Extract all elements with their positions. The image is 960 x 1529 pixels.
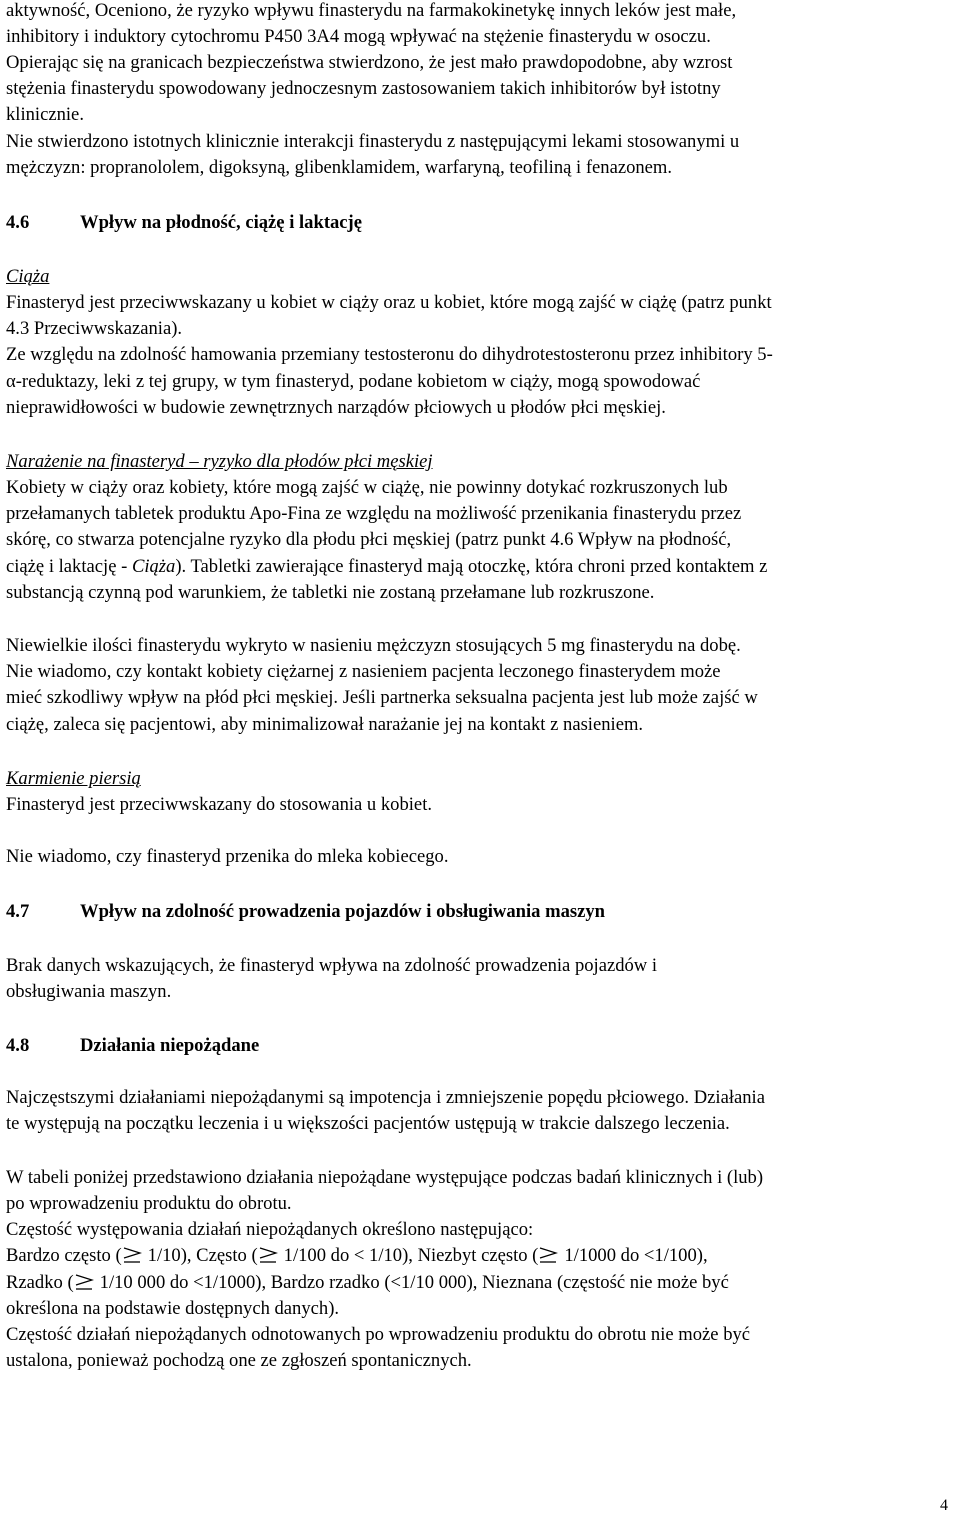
text-run: Bardzo często ( [6,1245,122,1266]
greater-equal-icon [258,1246,280,1264]
paragraph-line: te występują na początku leczenia i u większości pacjentów ustępują w trakcie dalszego leczenia. [6,1113,730,1134]
text-run: Rzadko ( [6,1272,74,1293]
section-heading-4-6 [6,212,362,233]
page-number: 4 [940,1497,948,1514]
paragraph-line [6,1272,729,1293]
paragraph-line: Brak danych wskazujących, że finasteryd wpływa na zdolność prowadzenia pojazdów i [6,955,658,976]
text-run: 1/100 do < 1/10), Niezbyt często ( [283,1245,539,1266]
text-run: ). Tabletki zawierające finasteryd mają otoczkę, która chroni przed kontaktem z [175,556,768,577]
paragraph-line: określona na podstawie dostępnych danych). [6,1298,340,1319]
paragraph-line: Ze względu na zdolność hamowania przemiany testosteronu do dihydrotestosteronu przez inhibitory 5- [6,344,773,365]
greater-equal-icon [538,1246,560,1264]
paragraph-line: Częstość występowania działań niepożądanych określono następująco: [6,1219,534,1240]
paragraph-line: nieprawidłowości w budowie zewnętrznych narządów płciowych u płodów płci męskiej. [6,397,666,418]
text-run: 1/10 000 do <1/1000), Bardzo rzadko (<1/10 000), Nieznana (częstość nie może być [99,1272,729,1293]
subheading-exposure: Narażenie na finasteryd – ryzyko dla płodów płci męskiej [6,451,433,472]
paragraph-line: Kobiety w ciąży oraz kobiety, które mogą zajść w ciążę, nie powinny dotykać rozkruszonych lub [6,477,728,498]
paragraph-line: substancją czynną pod warunkiem, że tabletki nie zostaną przełamane lub rozkruszone. [6,582,655,603]
paragraph-line: mężczyzn: propranololem, digoksyną, glibenklamidem, warfaryną, teofiliną i fenazonem. [6,157,673,178]
paragraph-line: α-reduktazy, leki z tej grupy, w tym finasteryd, podane kobietom w ciąży, mogą spowodować [6,371,701,392]
greater-equal-icon [122,1246,144,1264]
paragraph-line: Opierając się na granicach bezpieczeństwa stwierdzono, że jest mało prawdopodobne, aby wzrost [6,52,733,73]
paragraph-line [6,1245,708,1266]
paragraph-line: przełamanych tabletek produktu Apo-Fina ze względu na możliwość przenikania finasterydu przez [6,503,742,524]
section-heading-4-8 [6,1035,259,1056]
paragraph-line: W tabeli poniżej przedstawiono działania niepożądane występujące podczas badań klinicznych i (lub) [6,1167,764,1188]
paragraph-line: ustalona, ponieważ pochodzą one ze zgłoszeń spontanicznych. [6,1350,472,1371]
subheading-breastfeeding: Karmienie piersią [6,768,141,789]
paragraph-line: obsługiwania maszyn. [6,981,172,1002]
section-title: Wpływ na zdolność prowadzenia pojazdów i obsługiwania maszyn [80,901,606,922]
text-run: 1/1000 do <1/100), [564,1245,708,1266]
paragraph-line: 4.3 Przeciwwskazania). [6,318,183,339]
paragraph-line: Nie wiadomo, czy kontakt kobiety ciężarnej z nasieniem pacjenta leczonego finasterydem może [6,661,721,682]
paragraph-line: aktywność, Oceniono, że ryzyko wpływu finasterydu na farmakokinetykę innych leków jest małe, [6,0,737,21]
paragraph-line: stężenia finasterydu spowodowany jednoczesnym zastosowaniem takich inhibitorów był istotny [6,78,721,99]
text-run-italic: Ciąża [131,556,176,577]
paragraph-line: Nie stwierdzono istotnych klinicznie interakcji finasterydu z następującymi lekami stosowanymi u [6,131,740,152]
section-heading-4-7 [6,901,605,922]
section-number: 4.6 [6,212,30,233]
section-title: Wpływ na płodność, ciążę i laktację [80,212,363,233]
paragraph-line: klinicznie. [6,104,84,125]
paragraph-line: Niewielkie ilości finasterydu wykryto w nasieniu mężczyzn stosujących 5 mg finasterydu na dobę. [6,635,741,656]
paragraph-line: inhibitory i induktory cytochromu P450 3A4 mogą wpływać na stężenie finasterydu w osoczu. [6,26,711,47]
greater-equal-icon [74,1273,96,1291]
paragraph-line: skórę, co stwarza potencjalne ryzyko dla płodu płci męskiej (patrz punkt 4.6 Wpływ na płodność, [6,529,732,550]
paragraph-line: Finasteryd jest przeciwwskazany do stosowania u kobiet. [6,794,433,815]
paragraph-line: ciążę, zaleca się pacjentowi, aby minimalizował narażanie jej na kontakt z nasieniem. [6,714,644,735]
paragraph-line: Najczęstszymi działaniami niepożądanymi są impotencja i zmniejszenie popędu płciowego. Działania [6,1087,765,1108]
paragraph-line: Częstość działań niepożądanych odnotowanych po wprowadzeniu produktu do obrotu nie może być [6,1324,751,1345]
subheading-pregnancy: Ciąża [6,266,50,287]
text-run: 1/10), Często ( [147,1245,258,1266]
section-number: 4.7 [6,901,30,922]
paragraph-line: po wprowadzeniu produktu do obrotu. [6,1193,292,1214]
text-run: ciążę i laktację - [6,556,132,577]
section-number: 4.8 [6,1035,30,1056]
paragraph-line: Nie wiadomo, czy finasteryd przenika do mleka kobiecego. [6,846,449,867]
paragraph-line: mieć szkodliwy wpływ na płód płci męskiej. Jeśli partnerka seksualna pacjenta jest lub może zajść w [6,687,758,708]
paragraph-line [6,556,767,577]
paragraph-line: Finasteryd jest przeciwwskazany u kobiet w ciąży oraz u kobiet, które mogą zajść w ciążę (patrz punkt [6,292,772,313]
section-title: Działania niepożądane [80,1035,260,1056]
